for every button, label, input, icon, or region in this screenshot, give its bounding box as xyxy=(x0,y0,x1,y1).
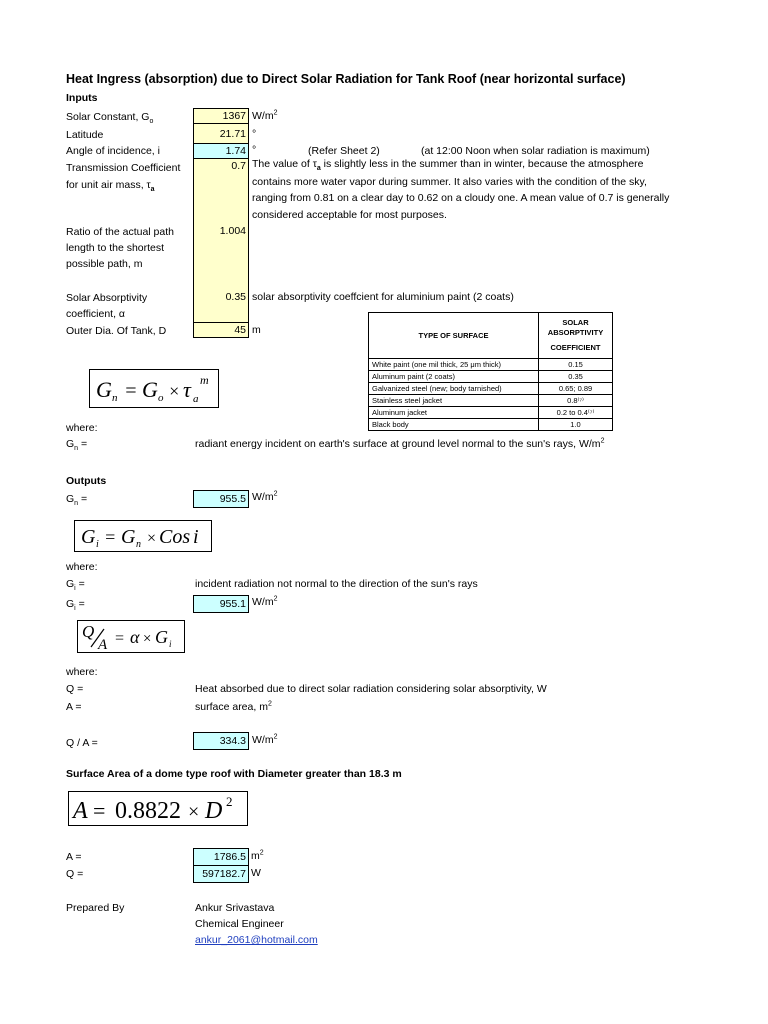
diameter-label: Outer Dia. Of Tank, D xyxy=(66,325,167,337)
where-label-2: where: xyxy=(66,561,98,573)
page-title: Heat Ingress (absorption) due to Direct Solar Radiation for Tank Roof (near horizontal surface) xyxy=(66,72,626,86)
transmission-note-3: ranging from 0.81 on a clear day to 0.62 on a cloudy one. A mean value of 0.7 is generally xyxy=(252,192,670,204)
heat-value: 597182.7 xyxy=(193,865,249,883)
angle-label: Angle of incidence, i xyxy=(66,145,160,157)
solar-constant-label: Solar Constant, $G_o$ xyxy=(66,111,154,126)
gn-output-value: 955.5 xyxy=(193,490,249,508)
formula-gn xyxy=(89,369,219,408)
svg-text:n: n xyxy=(136,539,141,550)
svg-text:A: A xyxy=(98,637,108,652)
svg-text:α: α xyxy=(130,627,140,647)
gn-description: radiant energy incident on earth's surface at ground level normal to the sun's rays, $W/m^2$ xyxy=(195,437,605,450)
area-unit: $m^2$ xyxy=(251,849,264,862)
formula-gi-graphic xyxy=(75,521,211,551)
formula-gn-graphic xyxy=(90,370,218,407)
svg-text:n: n xyxy=(112,392,118,404)
svg-text:2: 2 xyxy=(226,794,233,809)
a-symbol: A = xyxy=(66,701,82,713)
svg-text:A: A xyxy=(73,798,88,824)
author-email[interactable] xyxy=(195,934,318,946)
area-value: 1786.5 xyxy=(193,848,249,866)
svg-text:Cos: Cos xyxy=(159,526,191,548)
heat-unit: W xyxy=(251,867,261,879)
svg-text:=: = xyxy=(104,527,117,547)
author-role: Chemical Engineer xyxy=(195,918,284,930)
svg-text:×: × xyxy=(188,801,200,823)
svg-text:i: i xyxy=(169,639,172,649)
svg-text:τ: τ xyxy=(183,377,191,402)
where-label-3: where: xyxy=(66,666,98,678)
latitude-label: Latitude xyxy=(66,129,104,141)
svg-text:×: × xyxy=(142,631,153,647)
solar-constant-value[interactable]: 1367 xyxy=(193,108,249,124)
qa-unit: $W/m^2$ xyxy=(252,733,278,746)
ratio-label-2: length to the shortest xyxy=(66,242,165,254)
table-row: Stainless steel jacket 0.8⁽⁷⁾ xyxy=(369,395,613,407)
transmission-label-1: Transmission Coefficient xyxy=(66,162,181,174)
svg-text:G: G xyxy=(121,526,136,548)
qa-label: Q / A = xyxy=(66,737,98,749)
ratio-value[interactable]: 1.004 xyxy=(193,224,249,240)
svg-text:G: G xyxy=(155,627,168,647)
transmission-note-4: considered acceptable for most purposes. xyxy=(252,209,447,221)
latitude-value[interactable]: 21.71 xyxy=(193,127,249,143)
qa-value: 334.3 xyxy=(193,732,249,750)
transmission-label-2: for unit air mass, $\tau_a$ xyxy=(66,179,155,194)
transmission-note-2: contains more water vapor during summer. It also varies with the condition of the sky, xyxy=(252,176,647,188)
formula-qa xyxy=(77,620,185,653)
svg-text:Q: Q xyxy=(82,622,95,641)
angle-unit: ° xyxy=(252,144,257,156)
where-label-1: where: xyxy=(66,422,98,434)
gi-symbol: $G_i$ = xyxy=(66,578,85,593)
gi-output-value: 955.1 xyxy=(193,595,249,613)
svg-text:=: = xyxy=(114,630,125,647)
formula-area xyxy=(68,791,248,826)
latitude-unit: ° xyxy=(252,128,257,140)
ratio-label-3: possible path, m xyxy=(66,258,143,270)
svg-text:i: i xyxy=(96,539,99,550)
author-name: Ankur Srivastava xyxy=(195,902,275,914)
table-row: Black body 1.0 xyxy=(369,419,613,431)
svg-text:G: G xyxy=(96,377,112,402)
transmission-note-1: The value of $\tau_a$ is slightly less in the summer than in winter, because the atmosphere xyxy=(252,158,644,173)
svg-text:D: D xyxy=(205,798,223,824)
inputs-heading: Inputs xyxy=(66,92,98,104)
ref-header-coefficient: SOLAR ABSORPTIVITY COEFFICIENT xyxy=(539,313,613,359)
absorptivity-note: solar absorptivity coeffcient for aluminium paint (2 coats) xyxy=(252,291,514,303)
gi-output-label: $G_i$ = xyxy=(66,598,85,613)
svg-text:m: m xyxy=(200,373,209,387)
q-description: Heat absorbed due to direct solar radiation considering solar absorptivity, W xyxy=(195,683,547,695)
formula-gi xyxy=(74,520,212,552)
area-label: A = xyxy=(66,851,82,863)
absorptivity-value[interactable]: 0.35 xyxy=(193,290,249,306)
svg-text:×: × xyxy=(146,530,157,547)
transmission-value[interactable]: 0.7 xyxy=(193,159,249,175)
angle-note: (at 12:00 Noon when solar radiation is maximum) xyxy=(421,145,650,157)
gi-output-unit: $W/m^2$ xyxy=(252,595,278,608)
svg-text:i: i xyxy=(193,526,199,548)
svg-text:G: G xyxy=(81,526,96,548)
ref-header-surface: TYPE OF SURFACE xyxy=(369,313,539,359)
ratio-label-1: Ratio of the actual path xyxy=(66,226,174,238)
angle-value[interactable]: 1.74 xyxy=(193,143,249,159)
svg-text:a: a xyxy=(193,393,199,405)
email-link[interactable]: ankur_2061@hotmail.com xyxy=(195,934,318,946)
diameter-value[interactable]: 45 xyxy=(193,322,249,338)
formula-qa-graphic xyxy=(78,621,184,652)
solar-constant-unit: $W/m^2$ xyxy=(252,109,278,122)
svg-text:0.8822: 0.8822 xyxy=(115,798,181,824)
svg-text:=: = xyxy=(124,380,138,402)
outputs-heading: Outputs xyxy=(66,475,107,487)
table-row: White paint (one mil thick, 25 μm thick) 0.15 xyxy=(369,359,613,371)
diameter-unit: m xyxy=(252,324,261,336)
table-row: Aluminum jacket 0.2 to 0.4⁽⁷⁾ xyxy=(369,407,613,419)
svg-text:o: o xyxy=(158,392,164,404)
svg-text:×: × xyxy=(168,381,181,401)
svg-text:G: G xyxy=(142,377,158,402)
table-row: Aluminum paint (2 coats) 0.35 xyxy=(369,371,613,383)
absorptivity-label-2: coefficient, α xyxy=(66,308,125,320)
gi-description: incident radiation not normal to the direction of the sun's rays xyxy=(195,578,478,590)
q-symbol: Q = xyxy=(66,683,84,695)
prepared-by-label: Prepared By xyxy=(66,902,125,914)
table-row: Galvanized steel (new; body tarnished) 0.65; 0.89 xyxy=(369,383,613,395)
formula-area-graphic xyxy=(69,792,247,825)
absorptivity-label-1: Solar Absorptivity xyxy=(66,292,148,304)
gn-symbol: $G_n$ = xyxy=(66,438,88,453)
surface-area-heading: Surface Area of a dome type roof with Diameter greater than 18.3 m xyxy=(66,768,402,780)
angle-ref: (Refer Sheet 2) xyxy=(308,145,380,157)
a-description: surface area, $m^2$ xyxy=(195,700,272,713)
heat-label: Q = xyxy=(66,868,84,880)
gn-output-unit: $W/m^2$ xyxy=(252,490,278,503)
absorptivity-reference-table xyxy=(368,312,613,431)
svg-text:=: = xyxy=(93,798,106,823)
gn-output-label: $G_n$ = xyxy=(66,493,88,508)
